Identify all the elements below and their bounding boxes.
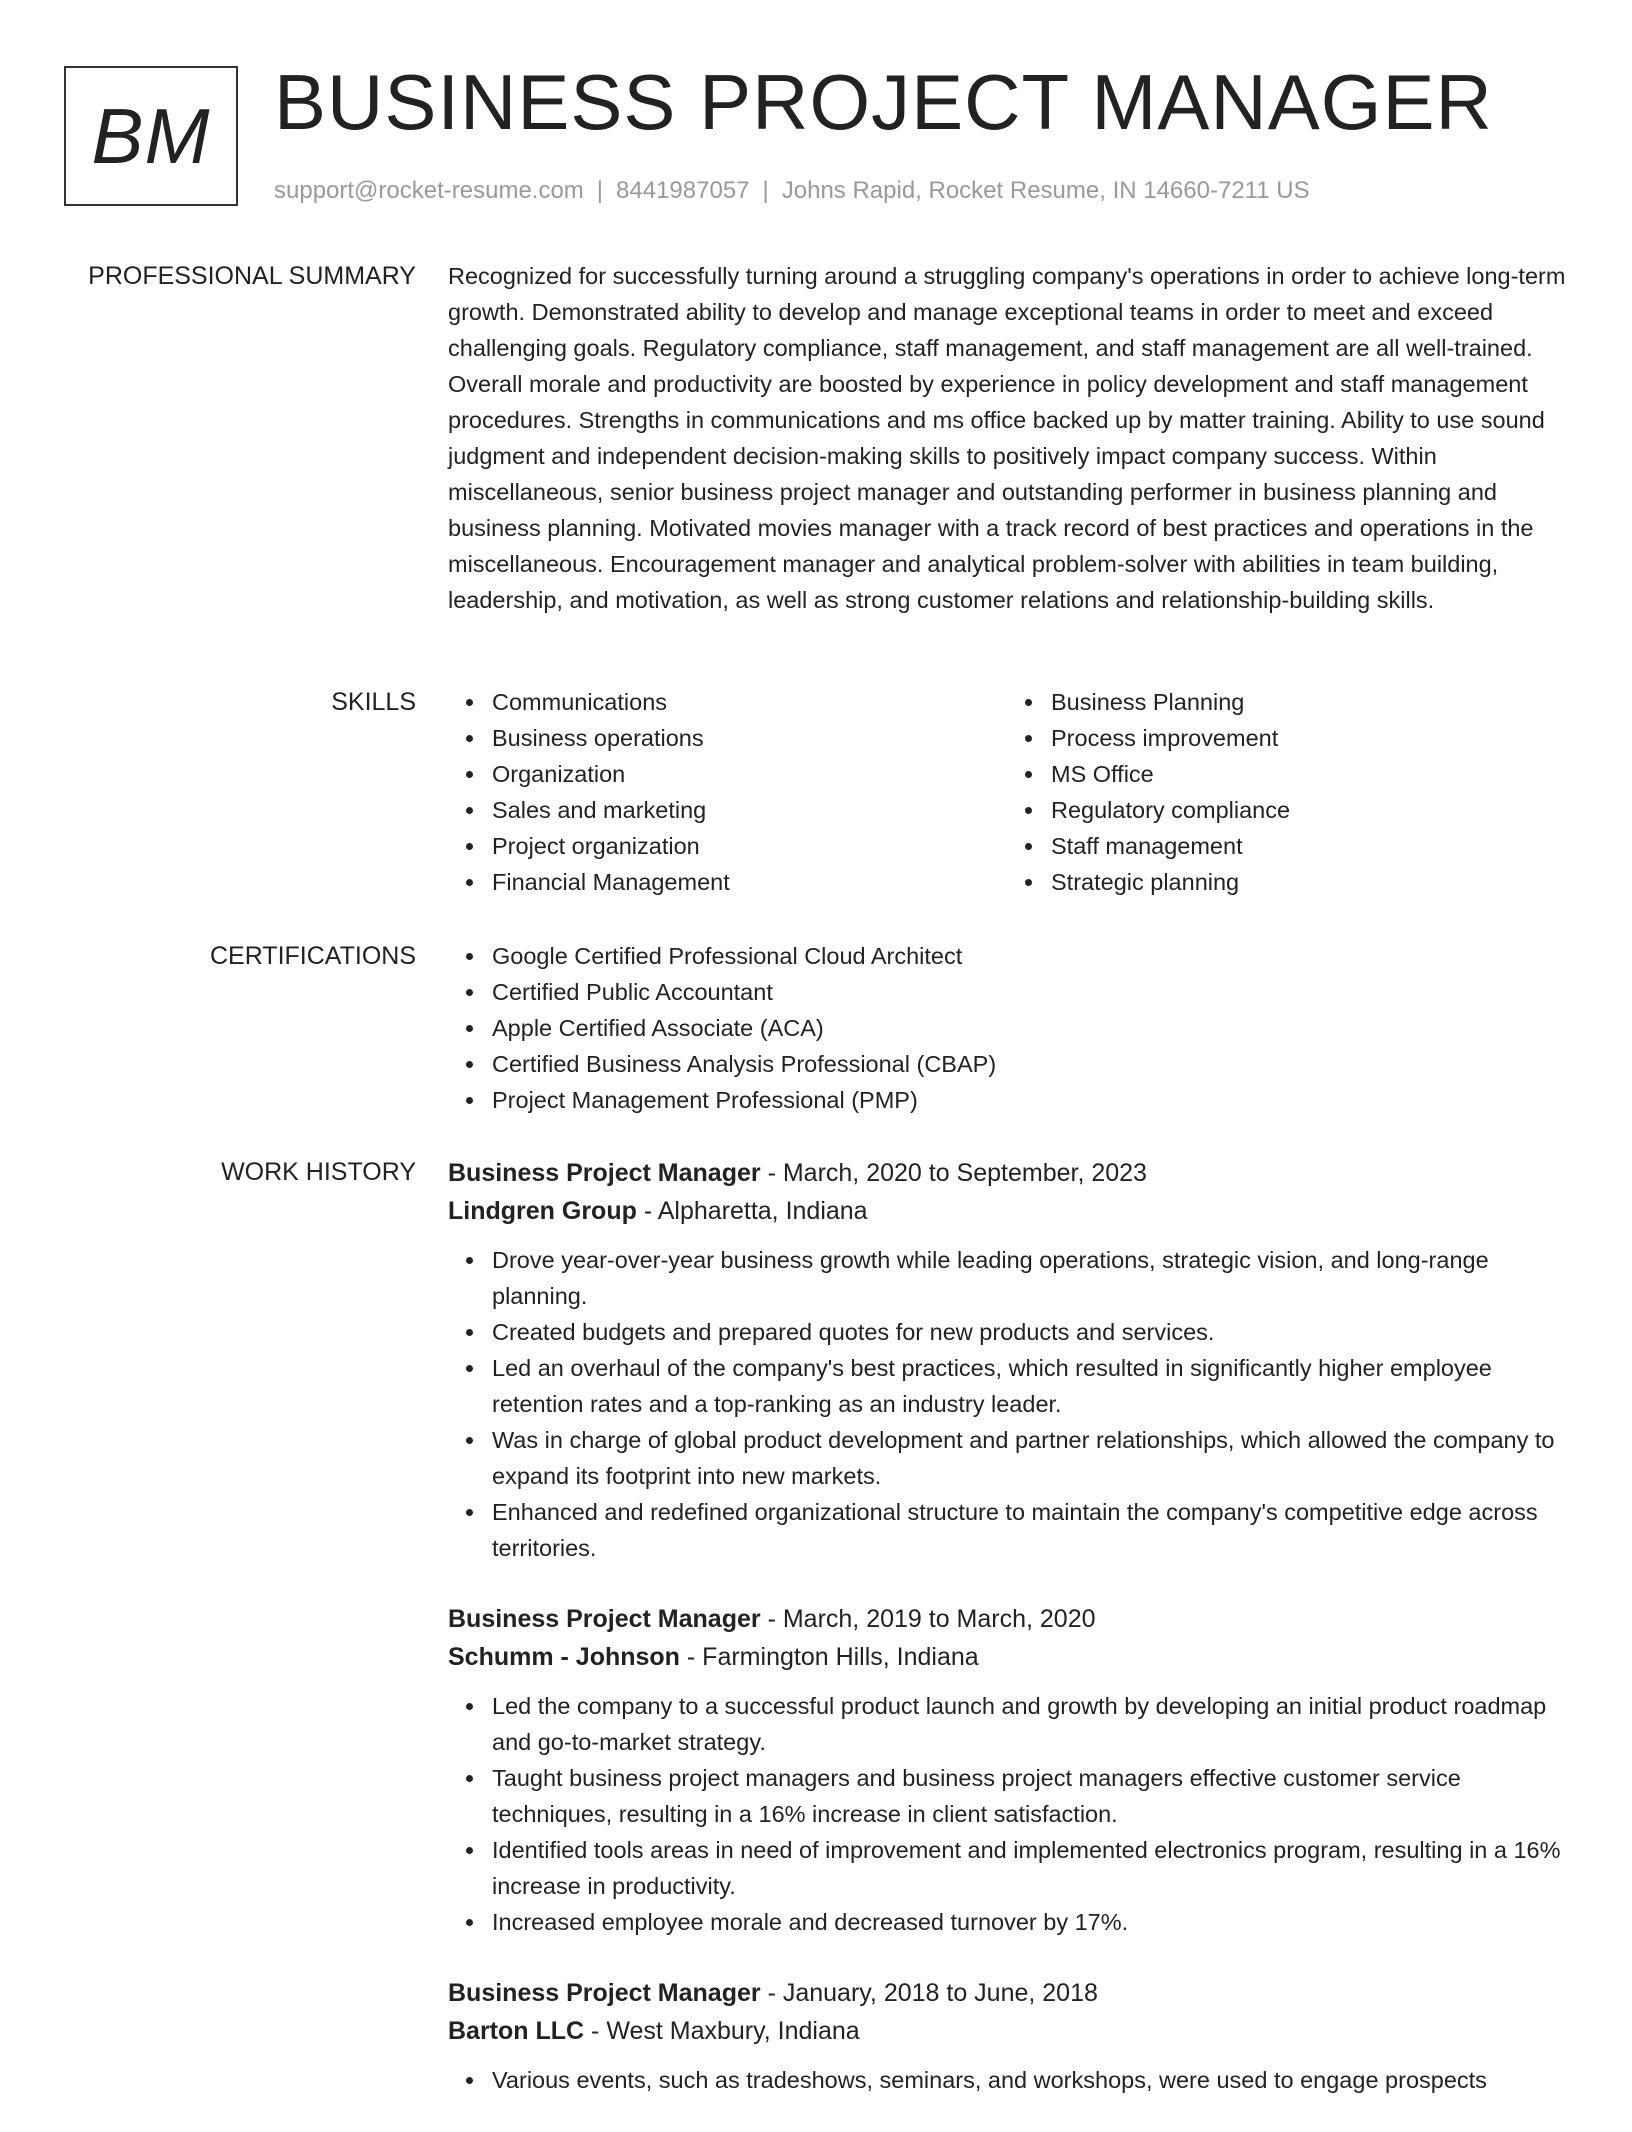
section-heading: CERTIFICATIONS [209, 942, 416, 970]
certification-item: Google Certified Professional Cloud Architect [492, 938, 1566, 974]
job-title: Business Project Manager [448, 1159, 761, 1187]
skills-list-right [1007, 684, 1566, 900]
contact-phone[interactable]: 8441987057 [616, 177, 750, 204]
section-heading: SKILLS [331, 688, 416, 716]
skill-item: Project organization [492, 828, 1007, 864]
job-company: Barton LLC [448, 2017, 585, 2045]
contact-email[interactable]: support@rocket-resume.com [274, 177, 584, 204]
job-location: - Farmington Hills, Indiana [679, 1643, 979, 1671]
job-title: Business Project Manager [448, 1979, 761, 2007]
section-heading: WORK HISTORY [221, 1158, 416, 1186]
skill-item: Organization [492, 756, 1007, 792]
certifications-body [448, 938, 1566, 1118]
job-bullet: Enhanced and redefined organizational structure to maintain the company's competitive edge across territories. [492, 1494, 1566, 1566]
job-bullet: Taught business project managers and business project managers effective customer service techniques, resulting in a 16% increase in client satisfaction. [492, 1760, 1566, 1832]
certification-item: Project Management Professional (PMP) [492, 1082, 1566, 1118]
certifications-list [448, 938, 1566, 1118]
job-bullets [448, 1688, 1566, 1940]
section-heading: PROFESSIONAL SUMMARY [88, 262, 416, 290]
job-company-line [448, 1638, 1566, 1676]
job-title: Business Project Manager [448, 1605, 761, 1633]
skill-item: Strategic planning [1051, 864, 1566, 900]
skill-item: Sales and marketing [492, 792, 1007, 828]
job-location: - Alpharetta, Indiana [636, 1197, 868, 1225]
job-bullets [448, 1242, 1566, 1566]
contact-separator: | [762, 177, 769, 204]
certification-item: Apple Certified Associate (ACA) [492, 1010, 1566, 1046]
skill-item: Staff management [1051, 828, 1566, 864]
job-company-line [448, 2012, 1566, 2050]
job-title-line [448, 1154, 1566, 1192]
skill-item: Communications [492, 684, 1007, 720]
job-bullet: Created budgets and prepared quotes for new products and services. [492, 1314, 1566, 1350]
job-company: Schumm - Johnson [448, 1643, 680, 1671]
job-company: Lindgren Group [448, 1197, 637, 1225]
contact-address: Johns Rapid, Rocket Resume, IN 14660-7211 US [781, 177, 1310, 204]
job-dates: - January, 2018 to June, 2018 [760, 1979, 1098, 2007]
work-history-body [448, 1154, 1566, 2132]
skill-item: Financial Management [492, 864, 1007, 900]
summary-text: Recognized for successfully turning around a struggling company's operations in order to achieve long-term growth. Demonstrated ability to develop and manage exceptional teams in order to meet and exceed challenging goals. Regulatory compliance, staff management, and staff management are all well-trained. Overall morale and productivity are boosted by experience in policy development and staff management procedures. Strengths in communications and ms office backed up by matter training. Ability to use sound judgment and independent decision-making skills to positively impact company success. Within miscellaneous, senior business project manager and outstanding performer in business planning and business planning. Motivated movies manager with a track record of best practices and operations in the miscellaneous. Encouragement manager and analytical problem-solver with abilities in team building, leadership, and motivation, as well as strong customer relations and relationship-building skills. [448, 263, 1566, 613]
job-bullet: Various events, such as tradeshows, seminars, and workshops, were used to engage prospects [492, 2062, 1566, 2098]
job-title-line [448, 1974, 1566, 2012]
skill-item: MS Office [1051, 756, 1566, 792]
job-bullet: Led the company to a successful product launch and growth by developing an initial product roadmap and go-to-market strategy. [492, 1688, 1566, 1760]
skills-body [448, 684, 1566, 900]
contact-line [274, 173, 1310, 209]
skill-item: Process improvement [1051, 720, 1566, 756]
skill-item: Business operations [492, 720, 1007, 756]
job-bullet: Identified tools areas in need of improvement and implemented electronics program, resulting in a 16% increase in productivity. [492, 1832, 1566, 1904]
skills-list-left [448, 684, 1007, 900]
job-company-line [448, 1192, 1566, 1230]
job-bullet: Led an overhaul of the company's best practices, which resulted in significantly higher employee retention rates and a top-ranking as an industry leader. [492, 1350, 1566, 1422]
monogram-initials: BM [91, 91, 211, 180]
job-entry [448, 1974, 1566, 2098]
certification-item: Certified Business Analysis Professional (CBAP) [492, 1046, 1566, 1082]
job-bullet: Was in charge of global product development and partner relationships, which allowed the company to expand its footprint into new markets. [492, 1422, 1566, 1494]
job-entry [448, 1154, 1566, 1566]
job-entry [448, 1600, 1566, 1940]
resume-title: BUSINESS PROJECT MANAGER [274, 58, 1493, 146]
summary-body [448, 258, 1566, 618]
monogram-badge [64, 66, 238, 206]
job-bullet: Increased employee morale and decreased turnover by 17%. [492, 1904, 1566, 1940]
skill-item: Business Planning [1051, 684, 1566, 720]
skill-item: Regulatory compliance [1051, 792, 1566, 828]
job-bullet: Drove year-over-year business growth while leading operations, strategic vision, and long-range planning. [492, 1242, 1566, 1314]
job-location: - West Maxbury, Indiana [584, 2017, 860, 2045]
certification-item: Certified Public Accountant [492, 974, 1566, 1010]
job-bullets [448, 2062, 1566, 2098]
job-title-line [448, 1600, 1566, 1638]
contact-separator: | [596, 177, 604, 204]
job-dates: - March, 2019 to March, 2020 [760, 1605, 1096, 1633]
job-dates: - March, 2020 to September, 2023 [760, 1159, 1147, 1187]
